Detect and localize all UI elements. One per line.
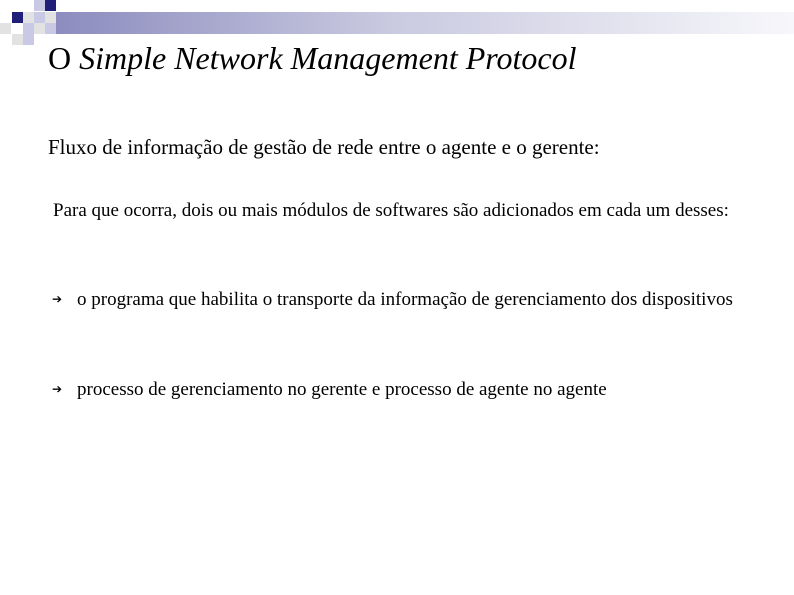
- deco-square-lavender-3: [23, 23, 34, 34]
- deco-square-gray-1: [23, 12, 34, 23]
- bullet-item: [52, 287, 752, 312]
- header-gradient-bar: [56, 12, 794, 34]
- deco-square-lavender-4: [45, 23, 56, 34]
- arrow-right-icon: ➔: [52, 382, 63, 396]
- deco-square-gray-5: [12, 34, 23, 45]
- deco-square-navy-2: [45, 0, 56, 11]
- arrow-right-icon: ➔: [52, 292, 63, 306]
- bullet-item: [52, 377, 752, 402]
- bullet-text: o programa que habilita o transporte da informação de gerenciamento dos dispositivos: [77, 289, 733, 310]
- deco-square-lavender-2: [34, 12, 45, 23]
- deco-square-gray-4: [34, 23, 45, 34]
- deco-square-gray-3: [0, 23, 11, 34]
- deco-square-gray-2: [45, 12, 56, 23]
- intro-paragraph: Para que ocorra, dois ou mais módulos de softwares são adicionados em cada um desses:: [53, 200, 729, 221]
- deco-square-lavender-5: [23, 34, 34, 45]
- slide-subtitle: Fluxo de informação de gestão de rede entre o agente e o gerente:: [48, 135, 600, 159]
- slide-title: [48, 36, 577, 80]
- deco-square-navy-1: [12, 12, 23, 23]
- deco-square-lavender-1: [34, 0, 45, 11]
- title-prefix: O: [48, 40, 80, 76]
- title-italic: Simple Network Management Protocol: [79, 40, 577, 76]
- bullet-text: processo de gerenciamento no gerente e processo de agente no agente: [77, 379, 607, 400]
